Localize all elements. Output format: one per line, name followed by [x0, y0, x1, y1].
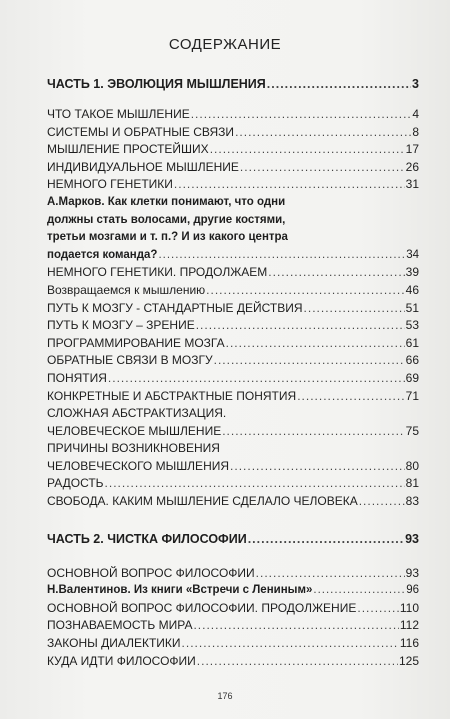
toc-entry [47, 617, 419, 635]
entry-title: ПУТЬ К МОЗГУ – ЗРЕНИЕ [47, 318, 195, 333]
entry-page: 81 [405, 476, 419, 491]
markov-entry-line-4: подается команда? ..... 34 [47, 247, 419, 265]
dot-leader [182, 635, 399, 653]
dot-leader [235, 124, 411, 142]
entry-title: ОБРАТНЫЕ СВЯЗИ В МОЗГУ [47, 353, 213, 368]
dot-leader [304, 300, 405, 318]
toc-entry [47, 106, 419, 124]
entry-page: 53 [405, 318, 419, 333]
toc-heading: СОДЕРЖАНИЕ [168, 36, 282, 53]
entry-page: 46 [405, 282, 419, 297]
entry-page: 93 [405, 565, 419, 580]
causes-entry-line-1: ПРИЧИНЫ ВОЗНИКНОВЕНИЯ [47, 441, 220, 456]
entry-title: ЗАКОНЫ ДИАЛЕКТИКИ [47, 636, 181, 651]
entry-title: ИНДИВИДУАЛЬНОЕ МЫШЛЕНИЕ [47, 159, 239, 174]
part-2-entry [47, 529, 419, 549]
toc-entry [47, 565, 419, 583]
toc-entry [47, 388, 419, 406]
dot-leader [158, 247, 405, 265]
entry-title: Возвращаемся к мышлению [47, 282, 206, 297]
entry-title: КОНКРЕТНЫЕ И АБСТРАКТНЫЕ ПОНЯТИЯ [47, 388, 297, 403]
toc-entry [47, 493, 419, 511]
entry-page: 3 [412, 77, 419, 91]
toc-entry [47, 582, 419, 600]
dot-leader [193, 617, 398, 635]
entry-title: РАДОСТЬ [47, 476, 104, 491]
abstraction-entry: СЛОЖНАЯ АБСТРАКТИЗАЦИЯ. [47, 406, 227, 421]
page-number: 176 [217, 691, 233, 701]
entry-page: 4 [412, 107, 419, 121]
toc-entry [47, 124, 419, 142]
entry-title: СВОБОДА. КАКИМ МЫШЛЕНИЕ СДЕЛАЛО ЧЕЛОВЕКА [47, 494, 358, 509]
entry-page: 8 [412, 124, 419, 139]
dot-leader [105, 475, 405, 493]
dot-leader [297, 388, 404, 406]
table-of-contents [47, 74, 419, 670]
entry-page: 83 [405, 494, 419, 509]
dot-leader [108, 370, 405, 388]
toc-entry [47, 600, 419, 618]
dot-leader [214, 352, 405, 370]
entry-page: 66 [405, 353, 419, 368]
entry-title: НЕМНОГО ГЕНЕТИКИ. ПРОДОЛЖАЕМ [47, 265, 268, 280]
entry-title: ЧТО ТАКОЕ МЫШЛЕНИЕ [47, 107, 190, 121]
dot-leader [191, 106, 412, 124]
dot-leader [256, 565, 405, 583]
markov-entry-line-3: третьи мозгами и т. п.? И из какого центра [47, 231, 288, 244]
dot-leader [267, 74, 411, 94]
markov-entry-line-1: А.Марков. Как клетки понимают, что одни [47, 195, 286, 208]
entry-title: ОСНОВНОЙ ВОПРОС ФИЛОСОФИИ [47, 565, 255, 580]
toc-entry [47, 352, 419, 370]
entry-title: КУДА ИДТИ ФИЛОСОФИИ [47, 653, 196, 668]
toc-entry [47, 264, 419, 282]
dot-leader [230, 458, 405, 476]
entry-title: СИСТЕМЫ И ОБРАТНЫЕ СВЯЗИ [47, 124, 235, 139]
dot-leader [268, 264, 404, 282]
human-thinking-entry: ЧЕЛОВЕЧЕСКОЕ МЫШЛЕНИЕ ..... 75 [47, 423, 419, 441]
toc-entry [47, 317, 419, 335]
dot-leader [313, 582, 405, 600]
entry-page: 31 [405, 177, 419, 192]
dot-leader [248, 529, 404, 549]
dot-leader [197, 653, 398, 671]
dot-leader [226, 335, 405, 353]
entry-title: ПУТЬ К МОЗГУ - СТАНДАРТНЫЕ ДЕЙСТВИЯ [47, 300, 303, 315]
entry-page: 71 [405, 388, 419, 403]
toc-entry [47, 282, 419, 300]
entry-title: МЫШЛЕНИЕ ПРОСТЕЙШИХ [47, 142, 209, 157]
dot-leader [240, 159, 405, 177]
entry-page: 110 [399, 600, 419, 615]
toc-entry [47, 653, 419, 671]
entry-page: 61 [405, 335, 419, 350]
dot-leader [206, 282, 404, 300]
causes-entry-line-2: ЧЕЛОВЕЧЕСКОГО МЫШЛЕНИЯ ..... 80 [47, 458, 419, 476]
dot-leader [210, 141, 405, 159]
entry-title: ПОЗНАВАЕМОСТЬ МИРА [47, 618, 193, 633]
entry-page: 112 [399, 618, 419, 633]
entry-page: 69 [405, 370, 419, 385]
toc-entry [47, 635, 419, 653]
toc-entry [47, 475, 419, 493]
entry-page: 26 [405, 159, 419, 174]
toc-entry [47, 176, 419, 194]
entry-title: Н.Валентинов. Из книги «Встречи с Лениным» [47, 584, 313, 597]
dot-leader [174, 176, 405, 194]
entry-title: НЕМНОГО ГЕНЕТИКИ [47, 177, 173, 192]
entry-title: ЧАСТЬ 2. ЧИСТКА ФИЛОСОФИИ [47, 531, 247, 546]
toc-entry [47, 335, 419, 353]
entry-title: ЧАСТЬ 1. ЭВОЛЮЦИЯ МЫШЛЕНИЯ [47, 77, 266, 91]
toc-entry [47, 159, 419, 177]
dot-leader [357, 600, 399, 618]
dot-leader [222, 423, 404, 441]
entry-page: 93 [405, 531, 419, 546]
toc-entry [47, 370, 419, 388]
entry-page: 116 [399, 636, 419, 651]
entry-title: ОСНОВНОЙ ВОПРОС ФИЛОСОФИИ. ПРОДОЛЖЕНИЕ [47, 600, 357, 615]
dot-leader [196, 317, 405, 335]
toc-entry [47, 141, 419, 159]
part-1-entry [47, 74, 419, 94]
entry-page: 125 [398, 653, 419, 668]
entry-page: 39 [405, 265, 419, 280]
entry-page: 96 [406, 584, 419, 597]
markov-entry-line-2: должны стать волосами, другие костями, [47, 213, 286, 226]
entry-title: ПОНЯТИЯ [47, 370, 107, 385]
entry-title: ПРОГРАММИРОВАНИЕ МОЗГА [47, 335, 225, 350]
entry-page: 17 [405, 142, 419, 157]
toc-entry [47, 300, 419, 318]
dot-leader [359, 493, 405, 511]
entry-page: 51 [405, 300, 419, 315]
